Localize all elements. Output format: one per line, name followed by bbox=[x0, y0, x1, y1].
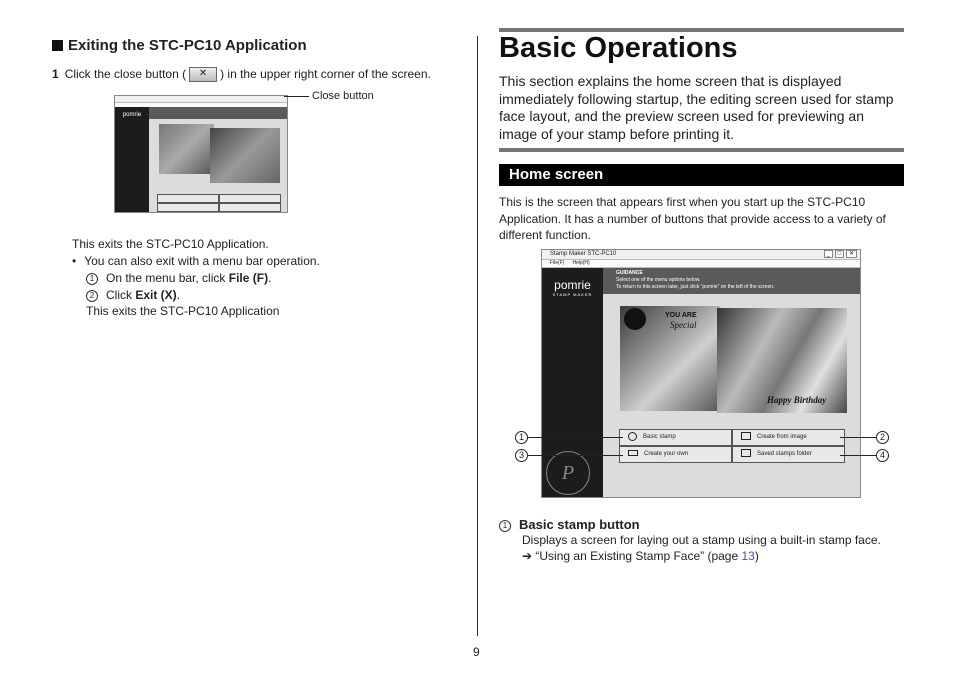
callout-4: 4 bbox=[876, 449, 889, 462]
item-1-description: Displays a screen for laying out a stamp using a built-in stamp face. bbox=[522, 533, 881, 547]
item-1-reference: ➔ “Using an Existing Stamp Face” (page 13) bbox=[522, 549, 759, 563]
basic-stamp-button[interactable]: Basic stamp bbox=[619, 429, 732, 446]
callout-2: 2 bbox=[876, 431, 889, 444]
exit-section-heading: Exiting the STC-PC10 Application bbox=[52, 37, 307, 54]
item-1-title: 1 Basic stamp button bbox=[499, 517, 640, 532]
pencil-icon bbox=[628, 450, 638, 456]
exit-note-2: This exits the STC-PC10 Application bbox=[86, 304, 280, 318]
window-controls: _ □ ✕ bbox=[824, 251, 857, 258]
close-button-leader bbox=[284, 96, 309, 97]
page-number: 9 bbox=[473, 645, 480, 659]
column-divider bbox=[477, 36, 478, 636]
create-your-own-button[interactable]: Create your own bbox=[619, 446, 732, 463]
saved-stamps-folder-button[interactable]: Saved stamps folder bbox=[732, 446, 845, 463]
close-icon: ✕ bbox=[189, 67, 217, 82]
section-paragraph: This is the screen that appears first when you start up the STC-PC10 Application. It has a number of buttons that provide access to a variety of different function. bbox=[499, 195, 886, 242]
image-icon bbox=[741, 432, 751, 440]
close-button-label: Close button bbox=[312, 90, 374, 102]
create-from-image-button[interactable]: Create from image bbox=[732, 429, 845, 446]
smile-icon bbox=[628, 432, 637, 441]
page-13-link[interactable]: 13 bbox=[741, 549, 755, 563]
substep-2: 2 Click Exit (X). bbox=[86, 288, 180, 302]
birthday-photo: Happy Birthday bbox=[717, 308, 847, 413]
home-screen-screenshot: Stamp Maker STC-PC10 File(F) Help(H) _ □ ✕ pomrie STAMP MAKER P GUIDANCE Select one of the menu options below. To return to this screen later, just click “pomrie” on the left of the screen. YOU ARE Special Happy Birthday Basic stamp Create from image Create your own Saved stamps folder bbox=[541, 249, 861, 498]
intro-paragraph: This section explains the home screen that is displayed immediately following startup, the editing screen used for stamp face layout, and the preview screen used for previewing an image of your stamp before printing it. bbox=[499, 73, 894, 142]
folder-icon bbox=[741, 449, 751, 457]
pomrie-logo: pomrie bbox=[554, 278, 591, 292]
small-home-screenshot: pomrie bbox=[114, 95, 288, 213]
callout-3: 3 bbox=[515, 449, 528, 462]
stamp-seal-icon: P bbox=[546, 451, 590, 495]
exit-step-1: 1 Click the close button ( ✕ ) in the upper right corner of the screen. bbox=[52, 67, 431, 81]
stamp-photo: YOU ARE Special bbox=[620, 306, 720, 411]
square-bullet-icon bbox=[52, 40, 63, 51]
exit-note: This exits the STC-PC10 Application. bbox=[72, 237, 269, 251]
menu-bar-bullet: • You can also exit with a menu bar operation. bbox=[72, 254, 320, 268]
callout-1: 1 bbox=[515, 431, 528, 444]
page-title: Basic Operations bbox=[499, 32, 738, 64]
substep-1: 1 On the menu bar, click File (F). bbox=[86, 271, 271, 285]
section-heading-bar bbox=[499, 164, 904, 186]
intro-bottom-rule bbox=[499, 148, 904, 152]
section-heading: Home screen bbox=[509, 166, 604, 183]
